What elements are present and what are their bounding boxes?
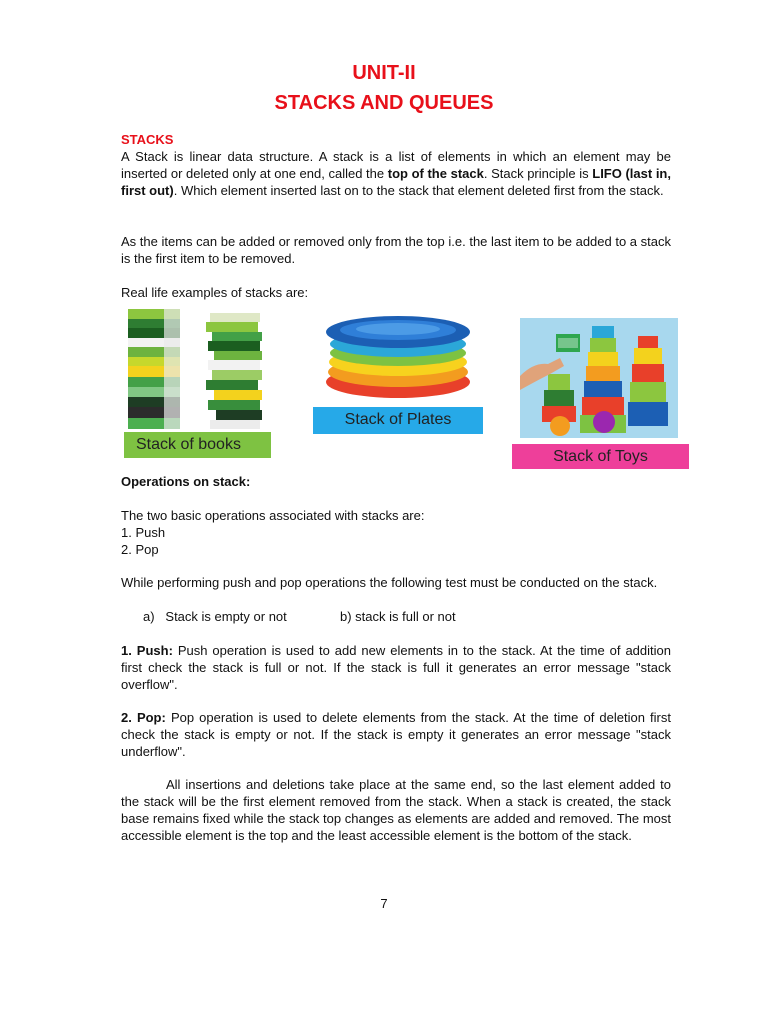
- toys-stack-image: [520, 318, 678, 438]
- caption-stack-of-books: Stack of books: [124, 432, 271, 458]
- pop-label: 2. Pop:: [121, 710, 166, 725]
- books-left-pile: [128, 309, 180, 429]
- bold-term-top-of-stack: top of the stack: [387, 166, 484, 181]
- paragraph-basic-operations: The two basic operations associated with stacks are:: [121, 508, 425, 523]
- paragraph-top-items: As the items can be added or removed only from the top i.e. the last item to be added to a stack is the first item to be removed.: [121, 234, 671, 266]
- paragraph-real-life: Real life examples of stacks are:: [121, 285, 309, 300]
- text: . Stack principle is: [483, 166, 593, 181]
- paragraph-summary: All insertions and deletions take place at the same end, so the last element added to the stack will be the first element removed from the stack. When a stack is created, the stack base remains fixed while the stack top changes as elements are added and removed. The most accessible element is the top and the least accessible element is the bottom of the stack.: [121, 777, 671, 843]
- heading-operations-on-stack: Operations on stack:: [121, 474, 251, 489]
- paragraph-pop-operation: [121, 709, 671, 760]
- plates-stack-image: [320, 310, 476, 406]
- unit-title: UNIT-II: [352, 62, 416, 84]
- text: A Stack is linear data structure. A stack is a list of elements in which an element may be inserted or deleted only at one end, called the: [121, 149, 671, 181]
- pop-description: Pop operation is used to delete elements from the stack. At the time of deletion first check the stack is empty or not. If the stack is empty it generates an error message "stack underflow".: [121, 710, 672, 759]
- push-label: 1. Push:: [121, 643, 173, 658]
- test-full: b) stack is full or not: [340, 609, 456, 624]
- toy-tower-right: [628, 336, 668, 426]
- bold-term-lifo: LIFO (last in, first out): [121, 166, 671, 198]
- text: . Which element inserted last on to the stack that element deleted first from the stack.: [173, 183, 664, 198]
- paragraph-stack-definition: [121, 148, 671, 199]
- caption-stack-of-toys: Stack of Toys: [512, 444, 689, 469]
- books-right-pile: [206, 313, 262, 429]
- books-stack-image: [124, 305, 284, 433]
- caption-stack-of-plates: Stack of Plates: [313, 407, 483, 434]
- list-item-push: 1. Push: [121, 525, 166, 540]
- section-title-stacks: STACKS: [121, 132, 174, 147]
- list-item-pop: 2. Pop: [121, 542, 159, 557]
- push-description: Push operation is used to add new elements in to the stack. At the time of addition first check the stack is full or not. If the stack is full it generates an error message "stack overflow".: [121, 643, 671, 692]
- paragraph-tests: While performing push and pop operations the following test must be conducted on the stack.: [121, 575, 658, 590]
- topic-title: STACKS AND QUEUES: [274, 92, 494, 114]
- paragraph-push-operation: [121, 642, 671, 693]
- page-number: 7: [380, 896, 388, 911]
- test-empty: a) Stack is empty or not: [143, 609, 287, 624]
